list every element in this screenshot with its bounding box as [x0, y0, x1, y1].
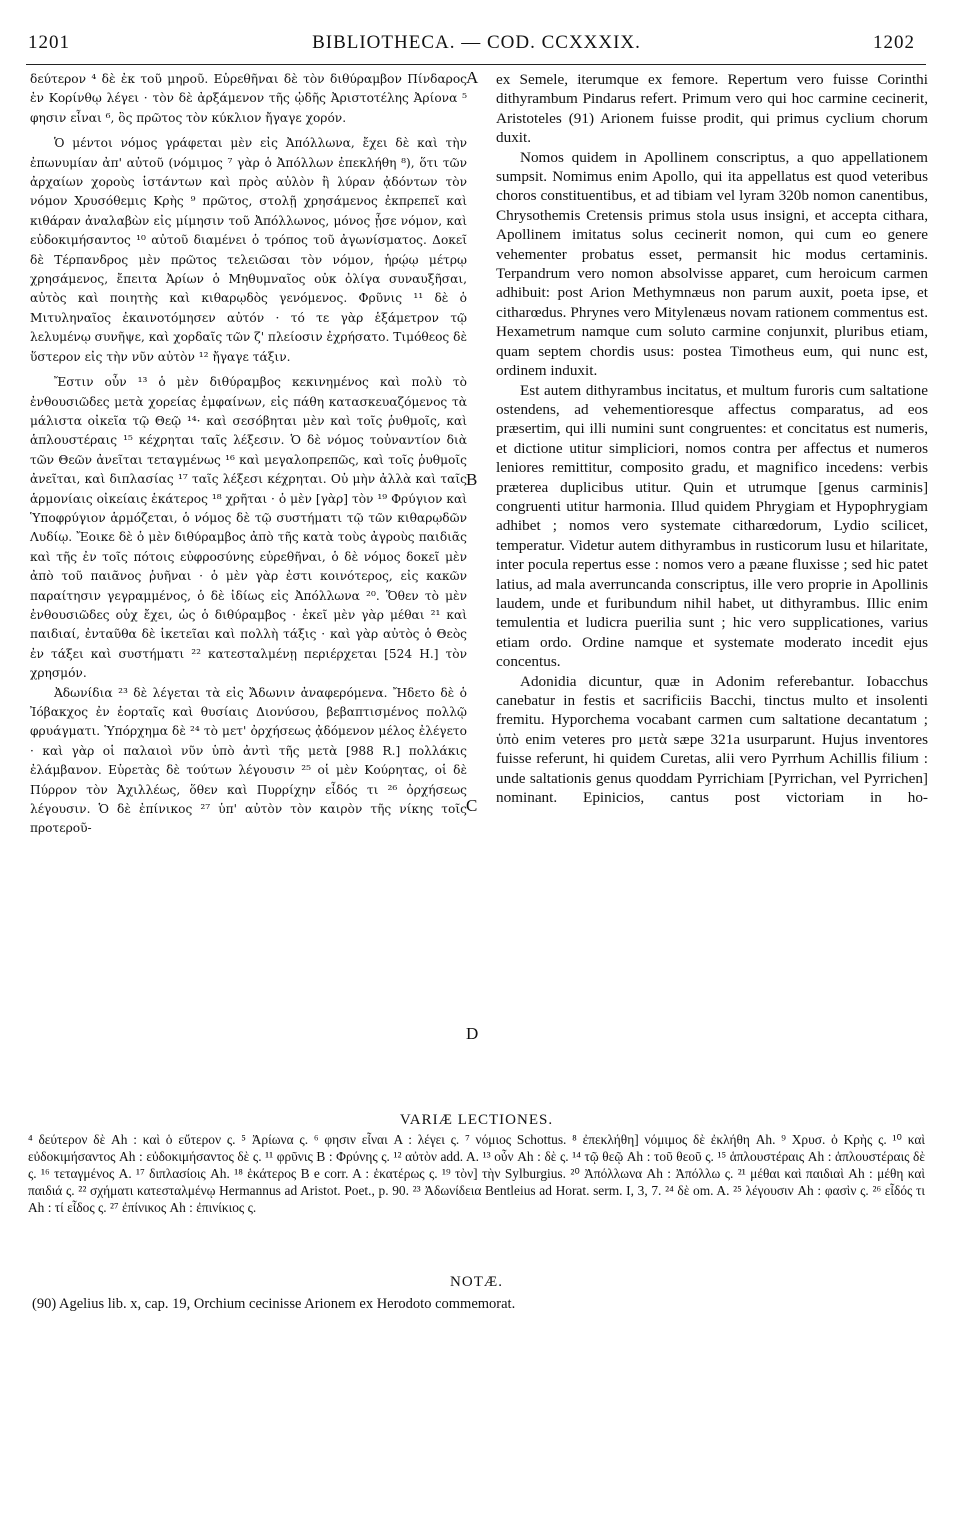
margin-letter-c: C: [466, 796, 478, 815]
margin-letter-d: D: [466, 1024, 479, 1043]
latin-paragraph: Adonidia dicuntur, quæ in Adonim referebantur. Iobacchus canebatur in festis et sacrificiis Bacchi, tinctus multo et insolenti fremitu. Hyporchema vocabant carmen cum saltatione decantatum ; ὑπὸ enim veteres pro μετὰ sæpe 321a usurparunt. Hujus inventores fuisse referunt, hi quidem Curetas, alii vero Pyrrhum Achillis filium : unde saltationis genus quoddam Pyrrichiam [Pyrrichan, vel Pyrrichen] nominant. Epinicios, cantus post victoriam in ho-: [496, 672, 928, 807]
latin-paragraph: ex Semele, iterumque ex femore. Repertum vero fuisse Corinthi dithyrambum Pindarus refert. Primum vero qui hoc carmine cecinerit, Aristoteles (91) Arionem fuisse prodit, qui primus cyclium chorum duxit.: [496, 71, 928, 147]
latin-paragraph: Nomos quidem in Apollinem conscriptus, a quo appellationem sumpsit. Nomimus enim Apollo, qui ita appellatus est quod veteribus choros constituentibus, et ad tibiam vel lyram 320b nomon canentibus, Chrysothemis Cretensis primus stola usus insigni, et accepta cithara, Apollinem imitatus solus cecinerit nomon, qui cum eo genere vehementer probatus esset, permansit hic modus certaminis. Terpandrum vero nomon absolvisse apparet, cum heroicum carmen adhibuit: post Arion Methymnæus non parum auxit, poeta ipse, et citharœdus. Phrynes vero Mitylenæus novam rationem commentus est. Hexametrum namque cum soluto carmine conjunxit, pluribus etiam, quam septem chordis usus: postea Timotheus eum, qui nunc est, ordinem induxit.: [496, 148, 928, 380]
variae-text: ⁴ δεύτερον δὲ Ah : καὶ ὁ εὔτερον ς. ⁵ Ἀρίωνα ς. ⁶ φησιν εἶναι A : λέγει ς. ⁷ νόμιος Schottus. ⁸ ἐπεκλήθη] νόμιμος δὲ ἐκλήθη Ah. ⁹ Χρυσ. ὁ Κρὴς ς. ¹⁰ καὶ εὐδοκιμήσαντος Ah : εὐδοκιμήσαντος δὲ ς. ¹¹ φρῦνις B : Φρύνης ς. ¹² αὐτὸν add. A. ¹³ οὖν Ah : δὲ ς. ¹⁴ τῷ θεῷ Ah : τοῦ θεοῦ ς. ¹⁵ ἁπλουστέραις Ah : ἁπλουστέραις δὲ ς. ¹⁶ τεταγμένος A. ¹⁷ διπλασίοις Ah. ¹⁸ ἑκάτερος B e corr. A : ἑκατέρως ς. ¹⁹ τὸν] τὴν Sylburgius. ²⁰ Ἀπόλλωνα Ah : Ἀπόλλω ς. ²¹ μέθαι καὶ παιδιαὶ Ah : μέθη καὶ παιδιά ς. ²² σχήματι κατεσταλμένῳ Hermannus ad Aristot. Poet., p. 90. ²³ Ἀδωνίδεια Bentleius ad Horat. serm. I, 3, 7. ²⁴ δὲ om. A. ²⁵ λέγουσιν Ah : φασὶν ς. ²⁶ εἶδός τι Ah : τί εἶδος ς. ²⁷ ἐπίνικος Ah : ἐπινίκιος ς.: [28, 1132, 925, 1215]
greek-column: [30, 70, 467, 839]
notae-title: NOTÆ.: [450, 1274, 503, 1290]
page: [20, 24, 933, 1524]
greek-paragraph: δεύτερον ⁴ δὲ ἐκ τοῦ μηροῦ. Εὑρεθῆναι δὲ τὸν διθύραμβον Πίνδαρος ἐν Κορίνθῳ λέγει · τὸν δὲ ἀρξάμενον τῆς ᾠδῆς Ἀριστοτέλης Ἀρίονα ⁵ φησιν εἶναι ⁶, ὃς πρῶτος τὸν κύκλιον ἤγαγε χορόν.: [30, 72, 467, 125]
variae-title: VARIÆ LECTIONES.: [399, 1112, 554, 1128]
greek-paragraph: Ὁ μέντοι νόμος γράφεται μὲν εἰς Ἀπόλλωνα, ἔχει δὲ καὶ τὴν ἐπωνυμίαν ἀπ' αὐτοῦ (νόμιμος ⁷ γὰρ ὁ Ἀπόλλων ἐπεκλήθη ⁸), ὅτι τῶν ἀρχαίων χοροὺς ἱστάντων καὶ πρὸς αὐλὸν ἢ λύραν ᾀδόντων τὸν νόμον Χρυσόθεμις Κρὴς ⁹ πρῶτος, στολῇ χρησάμενος ἐκπρεπεῖ καὶ κιθάραν ἀναλαβὼν εἰς μίμησιν τοῦ Ἀπόλλωνος, μόνος ᾖσε νόμον, καὶ εὐδοκιμήσαντος ¹⁰ αὐτοῦ διαμένει ὁ τρόπος τοῦ ἀγωνίσματος. Δοκεῖ δὲ Τέρπανδρος μὲν πρῶτος τελειῶσαι τὸν νόμον, ἡρῴῳ μέτρῳ χρησάμενος, ἔπειτα Ἀρίων ὁ Μηθυμναῖος οὐκ ὀλίγα συναυξῆσαι, αὐτὸς καὶ ποιητὴς καὶ κιθαρῳδὸς γενόμενος. Φρῦνις ¹¹ δὲ ὁ Μιτυληναῖος ἐκαινοτόμησεν αὐτόν · τό τε γὰρ ἑξάμετρον τῷ λελυμένῳ συνῆψε, καὶ χορδαῖς τῶν ζ' πλείοσιν ἐχρήσατο. Τιμόθεος δὲ ὕστερον εἰς τὴν νῦν αὐτὸν ¹² ἤγαγε τάξιν.: [30, 136, 467, 364]
margin-letter-b: B: [466, 470, 478, 489]
greek-paragraph: Ἔστιν οὖν ¹³ ὁ μὲν διθύραμβος κεκινημένος καὶ πολὺ τὸ ἐνθουσιῶδες μετὰ χορείας ἐμφαίνων, εἰς πάθη κατασκευαζόμενος τὰ μάλιστα οἰκεῖα τῷ Θεῷ ¹⁴· καὶ σεσόβηται μὲν καὶ τοῖς ῥυθμοῖς, καὶ ἁπλουστέραις ¹⁵ κέχρηται ταῖς λέξεσιν. Ὁ δὲ νόμος τοὐναντίον διὰ τῶν Θεῶν ἀνεῖται τεταγμένως ¹⁶ καὶ μεγαλοπρεπῶς, καὶ τοῖς ῥυθμοῖς ἀνεῖται, καὶ διπλασίας ¹⁷ ταῖς λέξεσι κέχρηται. Οὐ μὴν ἀλλὰ καὶ ταῖς ἁρμονίαις οἰκείαις ἑκάτερος ¹⁸ χρῆται · ὁ μὲν [γὰρ] τὸν ¹⁹ Φρύγιον καὶ Ὑποφρύγιον ἁρμόζεται, ὁ νόμος δὲ τῷ συστήματι τῷ τῶν κιθαρῳδῶν Λυδίῳ. Ἔοικε δὲ ὁ μὲν διθύραμβος ἀπὸ τῆς κατὰ τοὺς ἀγροὺς παιδιᾶς καὶ τῆς ἐν τοῖς πότοις εὐφροσύνης εὑρεθῆναι, ὁ δὲ νόμος δοκεῖ μὲν ἀπὸ τοῦ παιᾶνος ῥυῆναι · ὁ μὲν γὰρ ἐστι κοινότερος, εἰς κακῶν παραίτησιν γεγραμμένος, ὁ δὲ ἰδίως εἰς Ἀπόλλωνα ²⁰. Ὅθεν τὸ μὲν ἐνθουσιῶδες οὐχ ἔχει, ὡς ὁ διθύραμβος · ἐκεῖ μὲν γὰρ μέθαι ²¹ καὶ παιδιαί, ἐνταῦθα δὲ ἱκετεῖαι καὶ πολλὴ τάξις · καὶ γὰρ αὐτὸς ὁ Θεὸς ἐν τάξει καὶ συστήματι ²² κατεσταλμένῃ περιέρχεται [524 H.] τὸν χρησμόν.: [30, 375, 467, 681]
left-page-number: 1201: [28, 32, 70, 53]
right-page-number: 1202: [873, 32, 915, 53]
latin-column: [496, 70, 928, 807]
page-header: [20, 24, 933, 54]
latin-paragraph: Est autem dithyrambus incitatus, et multum furoris cum saltatione ostendens, ad vehementioresque affectus comparatus, ad eos præsertim, qui illi numini sunt congruentes: et concitatus est numeris, et dictione utitur simpliciori, nomos contra per affectus et numeros leniores remittitur, composito gradu, et magnifico incedens: verbis præterea duplicibus utitur. Quin et utrumque [genus carminis] congruenti utitur harmonia. Illud quidem Phrygiam et Hypophrygiam adhibet ; nomos vero systemate citharœdorum, Lydio scilicet, temperatur. Videtur autem dithyrambus in rusticorum lusu et hilaritate, inter pocula repertus esse : nomos vero a pæane fluxisse ; sed hic patet latius, ad mala averruncanda conscriptus, ille vero proprie in Apollinis laudem, unde et furibundum nihil habet, ut dithyrambus. Illic enim temulentia et ludicra puerilia sunt ; hic vero supplicationes, varius etiam ordo. Ordine namque et systemate moderato incedit ejus concentus.: [496, 381, 928, 671]
header-rule: [26, 64, 926, 65]
greek-paragraph: Ἀδωνίδια ²³ δὲ λέγεται τὰ εἰς Ἄδωνιν ἀναφερόμενα. Ἤδετο δὲ ὁ Ἰόβακχος ἐν ἑορταῖς καὶ θυσίαις Διονύσου, βεβαπτισμένος πολλῷ φρυάγματι. Ὑπόρχημα δὲ ²⁴ τὸ μετ' ὀρχήσεως ᾀδόμενον μέλος ἐλέγετο · καὶ γὰρ οἱ παλαιοὶ νῦν ὑπὸ ἀντὶ τῆς μετὰ [988 R.] πολλάκις ἐλάμβανον. Εὑρετὰς δὲ τούτων λέγουσιν ²⁵ οἱ μὲν Κούρητας, οἱ δὲ Πύρρον τὸν Ἀχιλλέως, ὅθεν καὶ Πυρρίχην εἶδός τι ²⁶ ὀρχήσεως λέγουσιν. Ὁ δὲ ἐπίνικος ²⁷ ὑπ' αὐτὸν τὸν καιρὸν τῆς νίκης τοῖς προτεροῦ-: [30, 685, 467, 836]
notae-text: (90) Agelius lib. x, cap. 19, Orchium cecinisse Arionem ex Herodoto commemorat.: [32, 1296, 516, 1312]
running-title: BIBLIOTHECA. — COD. CCXXXIX.: [312, 32, 641, 53]
margin-letter-a: A: [466, 68, 479, 87]
variae-lectiones: [20, 1112, 933, 1216]
notae: [20, 1274, 933, 1313]
